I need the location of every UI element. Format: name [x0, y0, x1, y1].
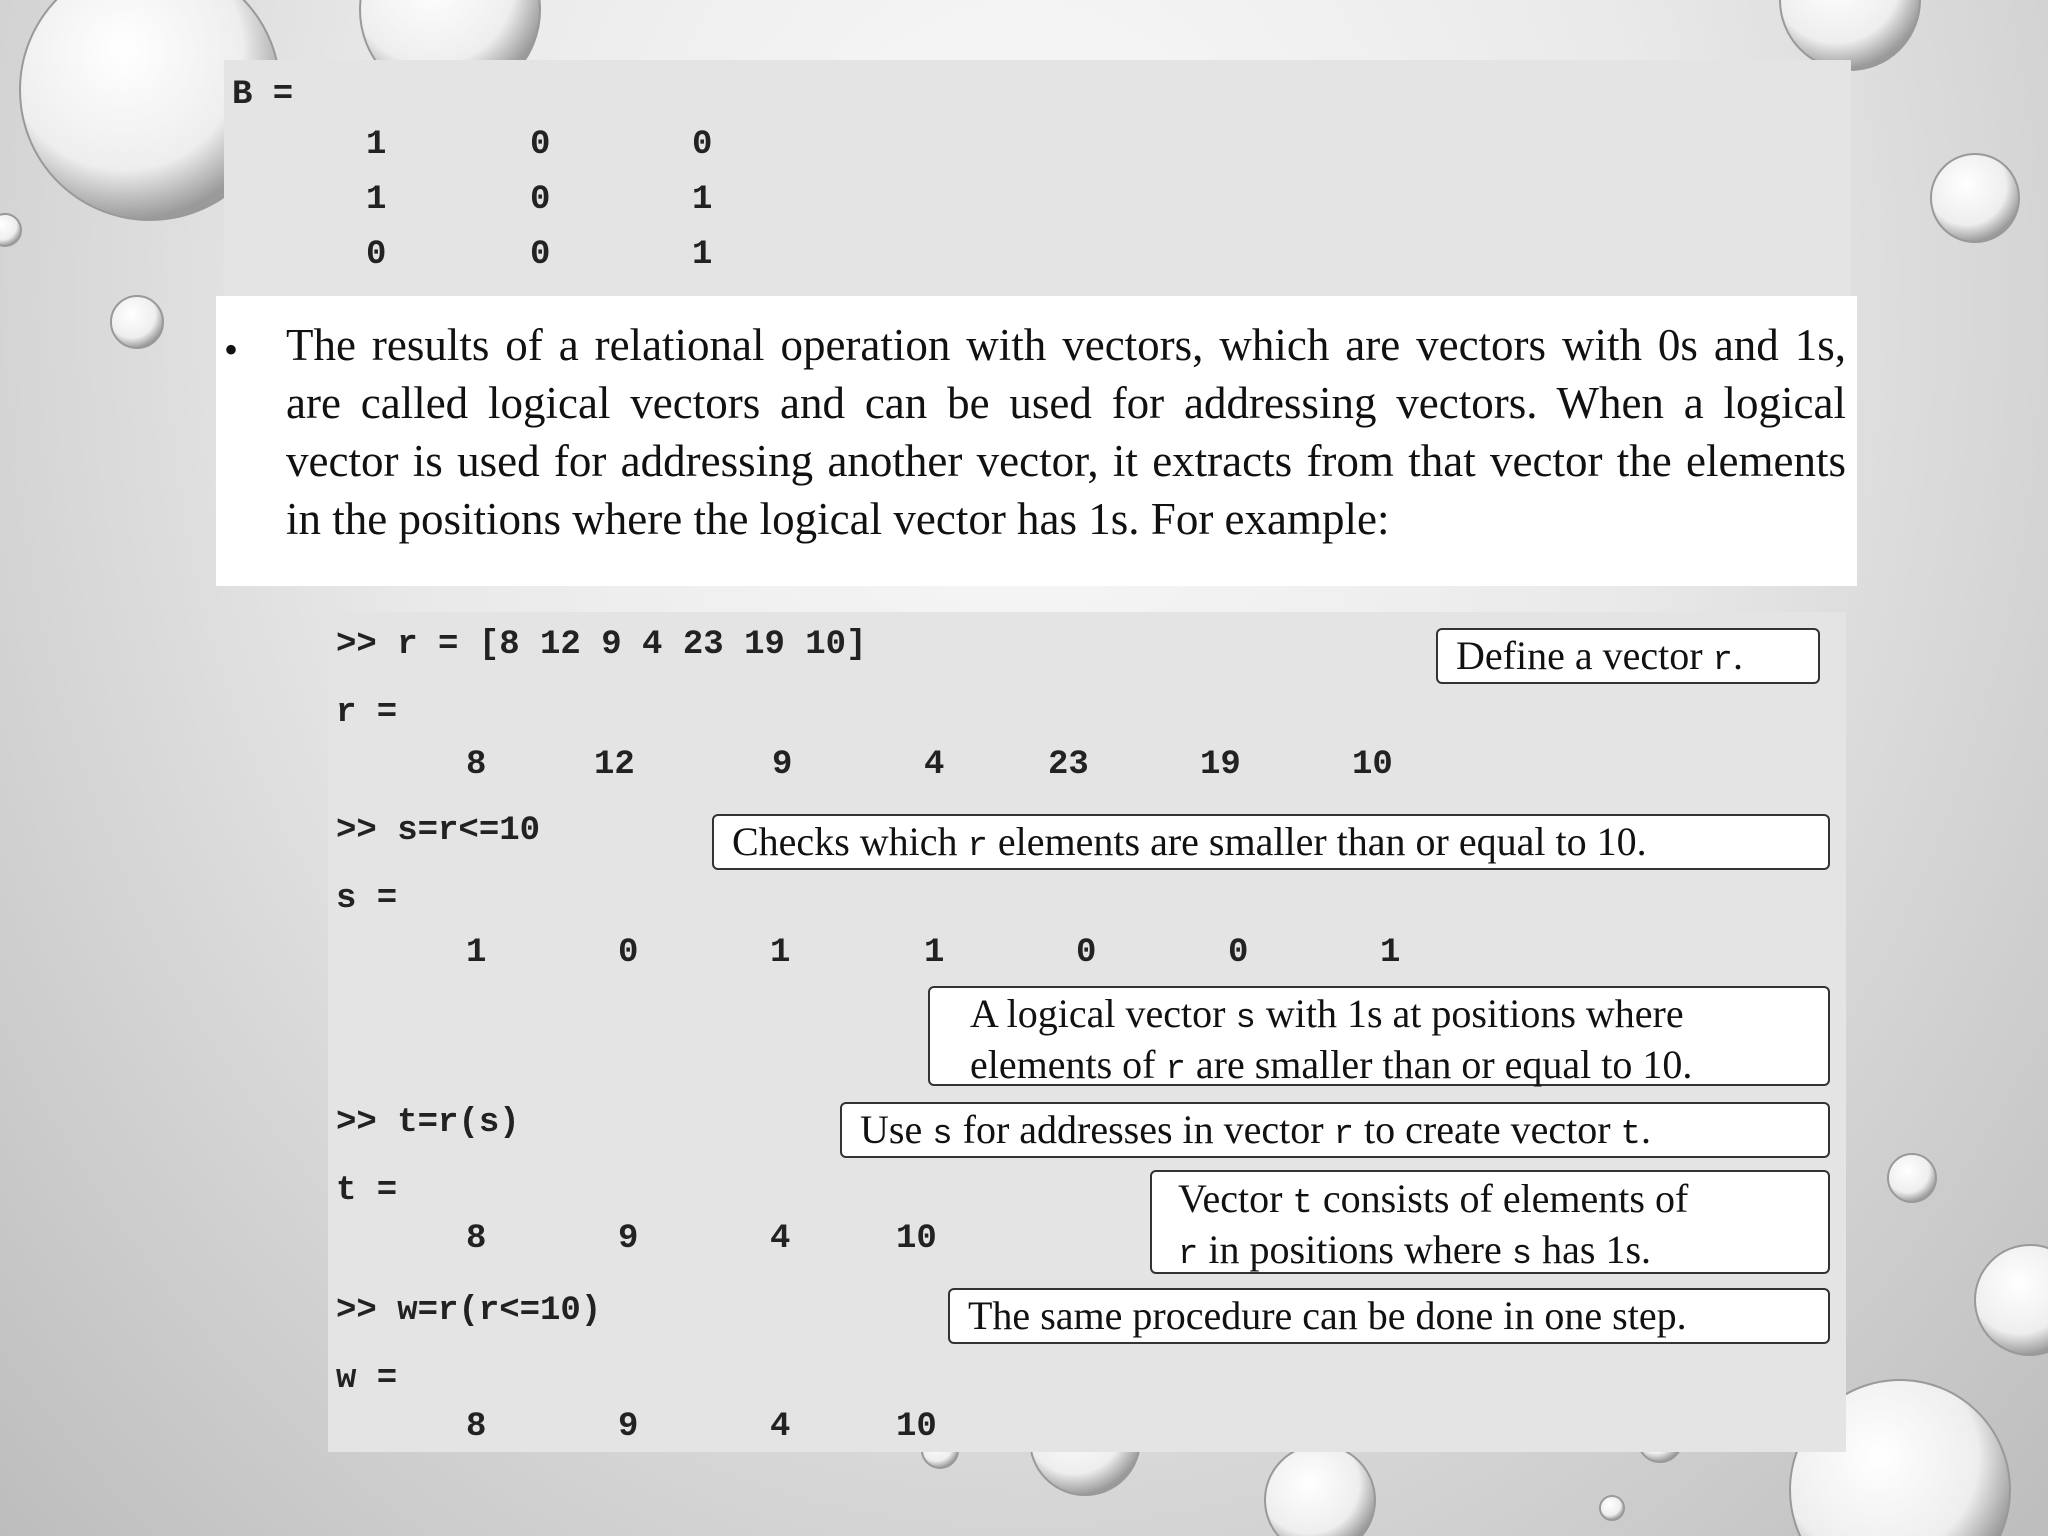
- code-token: s: [1511, 1236, 1533, 1274]
- code-session-panel: [328, 612, 1846, 1452]
- callout-use-s: [840, 1102, 1830, 1158]
- matrix-cell: 1: [692, 181, 713, 219]
- explanation-text-panel: [216, 296, 1857, 586]
- code-token: r: [1333, 1116, 1355, 1154]
- r-value: 19: [1200, 746, 1241, 784]
- callout-text: .: [1732, 633, 1743, 678]
- w-value: 9: [618, 1408, 639, 1446]
- command-line-s: >> s=r<=10: [336, 812, 541, 850]
- code-token: t: [1620, 1116, 1641, 1154]
- callout-checks: [712, 814, 1830, 870]
- matrix-cell: 0: [530, 236, 551, 274]
- w-value: 4: [770, 1408, 791, 1446]
- output-label-w: w =: [336, 1360, 398, 1398]
- matrix-cell: 1: [366, 181, 387, 219]
- code-token: r: [1178, 1236, 1199, 1274]
- t-value: 8: [466, 1220, 487, 1258]
- callout-line: [970, 1042, 1810, 1093]
- callout-text: in positions where: [1198, 1227, 1512, 1272]
- s-value: 1: [466, 934, 487, 972]
- callout-text: Use: [860, 1107, 933, 1152]
- callout-text: with 1s at positions where: [1255, 991, 1684, 1036]
- callout-text: consists of elements of: [1312, 1176, 1689, 1221]
- matrix-b-label: B =: [232, 76, 294, 114]
- output-label-s: s =: [336, 880, 398, 918]
- r-value: 8: [466, 746, 487, 784]
- w-value: 10: [896, 1408, 937, 1446]
- r-value: 9: [772, 746, 793, 784]
- explanation-paragraph: The results of a relational operation with vectors, which are vectors with 0s and 1s, are called logical vectors and can be used for addressing vectors. When a logical vector is used for addressing another vector, it extracts from that vector the elements in the positions where the logical vector has 1s. For example:: [286, 320, 1846, 544]
- s-value: 0: [1228, 934, 1249, 972]
- code-token: s: [932, 1116, 953, 1154]
- callout-text: The same procedure can be done in one step.: [968, 1293, 1687, 1338]
- r-value: 23: [1048, 746, 1089, 784]
- s-value: 0: [1076, 934, 1097, 972]
- t-value: 10: [896, 1220, 937, 1258]
- command-line-r: >> r = [8 12 9 4 23 19 10]: [336, 626, 867, 664]
- callout-text: are smaller than or equal to 10.: [1185, 1042, 1693, 1087]
- output-label-t: t =: [336, 1172, 398, 1210]
- r-value: 4: [924, 746, 945, 784]
- code-token: s: [1235, 1000, 1256, 1038]
- callout-text: A logical vector: [970, 991, 1236, 1036]
- callout-text: Define a vector: [1456, 633, 1713, 678]
- output-label-r: r =: [336, 694, 398, 732]
- callout-text: elements of: [970, 1042, 1166, 1087]
- w-value: 8: [466, 1408, 487, 1446]
- matrix-cell: 0: [530, 181, 551, 219]
- command-line-t: >> t=r(s): [336, 1104, 520, 1142]
- callout-text: for addresses in vector: [952, 1107, 1334, 1152]
- callout-define-vector: [1436, 628, 1820, 684]
- callout-text: to create vector: [1354, 1107, 1621, 1152]
- r-value: 12: [594, 746, 635, 784]
- callout-text: elements are smaller than or equal to 10.: [987, 819, 1647, 864]
- callout-text: has 1s.: [1532, 1227, 1652, 1272]
- matrix-cell: 0: [692, 126, 713, 164]
- code-token: t: [1292, 1185, 1313, 1223]
- callout-text: Checks which: [732, 819, 968, 864]
- code-token: r: [967, 828, 988, 866]
- callout-line: [1178, 1227, 1810, 1278]
- callout-same-procedure: [948, 1288, 1830, 1344]
- command-line-w: >> w=r(r<=10): [336, 1292, 602, 1330]
- s-value: 0: [618, 934, 639, 972]
- t-value: 9: [618, 1220, 639, 1258]
- callout-vector-t: [1150, 1170, 1830, 1274]
- s-value: 1: [1380, 934, 1401, 972]
- matrix-cell: 1: [692, 236, 713, 274]
- s-value: 1: [770, 934, 791, 972]
- code-token: r: [1165, 1051, 1186, 1089]
- r-value: 10: [1352, 746, 1393, 784]
- callout-logical-vector: [928, 986, 1830, 1089]
- bullet-marker: •: [224, 327, 239, 372]
- matrix-cell: 1: [366, 126, 387, 164]
- callout-text: .: [1640, 1107, 1651, 1152]
- t-value: 4: [770, 1220, 791, 1258]
- callout-line: [1178, 1176, 1810, 1227]
- s-value: 1: [924, 934, 945, 972]
- matrix-cell: 0: [530, 126, 551, 164]
- callout-text: Vector: [1178, 1176, 1293, 1221]
- matrix-cell: 0: [366, 236, 387, 274]
- matrix-output-panel: [224, 60, 1851, 298]
- code-token: r: [1712, 642, 1733, 680]
- callout-line: [970, 991, 1810, 1042]
